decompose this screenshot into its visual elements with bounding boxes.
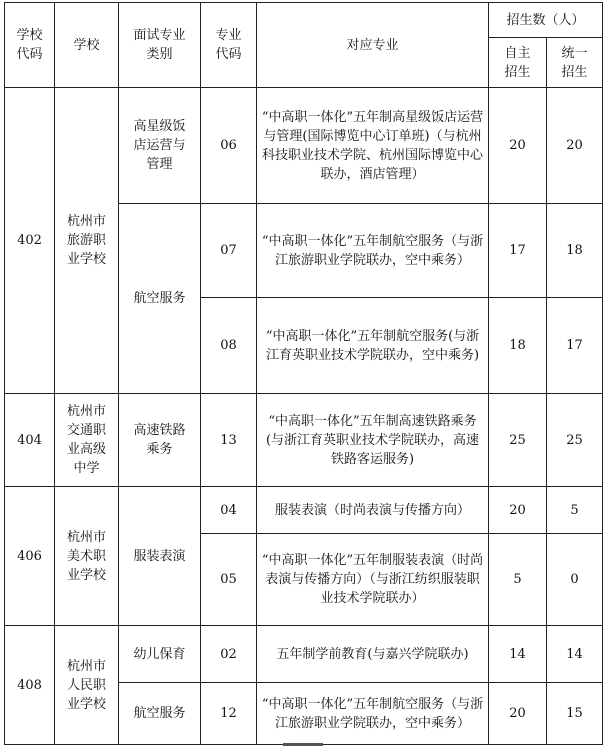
self-enroll-cell: 20	[489, 683, 547, 745]
major-code-cell: 02	[201, 626, 257, 683]
table-row	[5, 88, 603, 204]
major-code-cell: 13	[201, 394, 257, 487]
table-row	[5, 626, 603, 683]
self-enroll-cell: 20	[489, 88, 547, 204]
unified-enroll-cell: 15	[547, 683, 603, 745]
unified-enroll-cell: 18	[547, 204, 603, 298]
category-cell: 服装表演	[119, 487, 201, 626]
unified-enroll-cell: 20	[547, 88, 603, 204]
self-enroll-cell: 20	[489, 487, 547, 534]
page-scroll-indicator	[283, 743, 323, 746]
header-category: 面试专业 类别	[119, 3, 201, 88]
table-row	[5, 394, 603, 487]
category-cell: 航空服务	[119, 683, 201, 745]
table-header	[5, 3, 603, 88]
school-code-cell: 404	[5, 394, 55, 487]
major-code-cell: 04	[201, 487, 257, 534]
unified-enroll-cell: 0	[547, 534, 603, 626]
header-self-enroll: 自主 招生	[489, 38, 547, 88]
header-school-code: 学校 代码	[5, 3, 55, 88]
major-desc-cell: 五年制学前教育(与嘉兴学院联办)	[257, 626, 489, 683]
major-desc-cell: “中高职一体化”五年制航空服务（与浙江旅游职业学院联办，空中乘务）	[257, 204, 489, 298]
header-enroll: 招生数（人）	[489, 3, 603, 38]
category-cell: 幼儿保育	[119, 626, 201, 683]
major-desc-cell: “中高职一体化”五年制高星级饭店运营与管理(国际博览中心订单班)（与杭州科技职业技术学院、杭州国际博览中心联办，酒店管理）	[257, 88, 489, 204]
school-code-cell: 408	[5, 626, 55, 745]
self-enroll-cell: 25	[489, 394, 547, 487]
major-code-cell: 07	[201, 204, 257, 298]
admissions-table	[4, 2, 603, 745]
unified-enroll-cell: 25	[547, 394, 603, 487]
header-major: 对应专业	[257, 3, 489, 88]
major-code-cell: 06	[201, 88, 257, 204]
major-code-cell: 05	[201, 534, 257, 626]
header-school: 学校	[55, 3, 119, 88]
unified-enroll-cell: 5	[547, 487, 603, 534]
category-cell: 航空服务	[119, 204, 201, 394]
header-unified-enroll: 统一 招生	[547, 38, 603, 88]
self-enroll-cell: 5	[489, 534, 547, 626]
header-major-code: 专业 代码	[201, 3, 257, 88]
self-enroll-cell: 17	[489, 204, 547, 298]
unified-enroll-cell: 17	[547, 298, 603, 394]
school-code-cell: 406	[5, 487, 55, 626]
major-desc-cell: “中高职一体化”五年制服装表演（时尚表演与传播方向）（与浙江纺织服装职业技术学院联办）	[257, 534, 489, 626]
self-enroll-cell: 18	[489, 298, 547, 394]
major-code-cell: 12	[201, 683, 257, 745]
school-name-cell: 杭州市 交通职 业高级 中学	[55, 394, 119, 487]
major-code-cell: 08	[201, 298, 257, 394]
unified-enroll-cell: 14	[547, 626, 603, 683]
school-name-cell: 杭州市 旅游职 业学校	[55, 88, 119, 394]
school-name-cell: 杭州市 人民职 业学校	[55, 626, 119, 745]
major-desc-cell: “中高职一体化”五年制航空服务(与浙江育英职业技术学院联办，空中乘务)	[257, 298, 489, 394]
major-desc-cell: 服装表演（时尚表演与传播方向）	[257, 487, 489, 534]
major-desc-cell: “中高职一体化”五年制航空服务（与浙江旅游职业学院联办，空中乘务）	[257, 683, 489, 745]
self-enroll-cell: 14	[489, 626, 547, 683]
major-desc-cell: “中高职一体化”五年制高速铁路乘务(与浙江育英职业技术学院联办，高速铁路客运服务)	[257, 394, 489, 487]
school-code-cell: 402	[5, 88, 55, 394]
table-row	[5, 487, 603, 534]
category-cell: 高星级饭 店运营与 管理	[119, 88, 201, 204]
school-name-cell: 杭州市 美术职 业学校	[55, 487, 119, 626]
table-body	[5, 88, 603, 745]
category-cell: 高速铁路 乘务	[119, 394, 201, 487]
